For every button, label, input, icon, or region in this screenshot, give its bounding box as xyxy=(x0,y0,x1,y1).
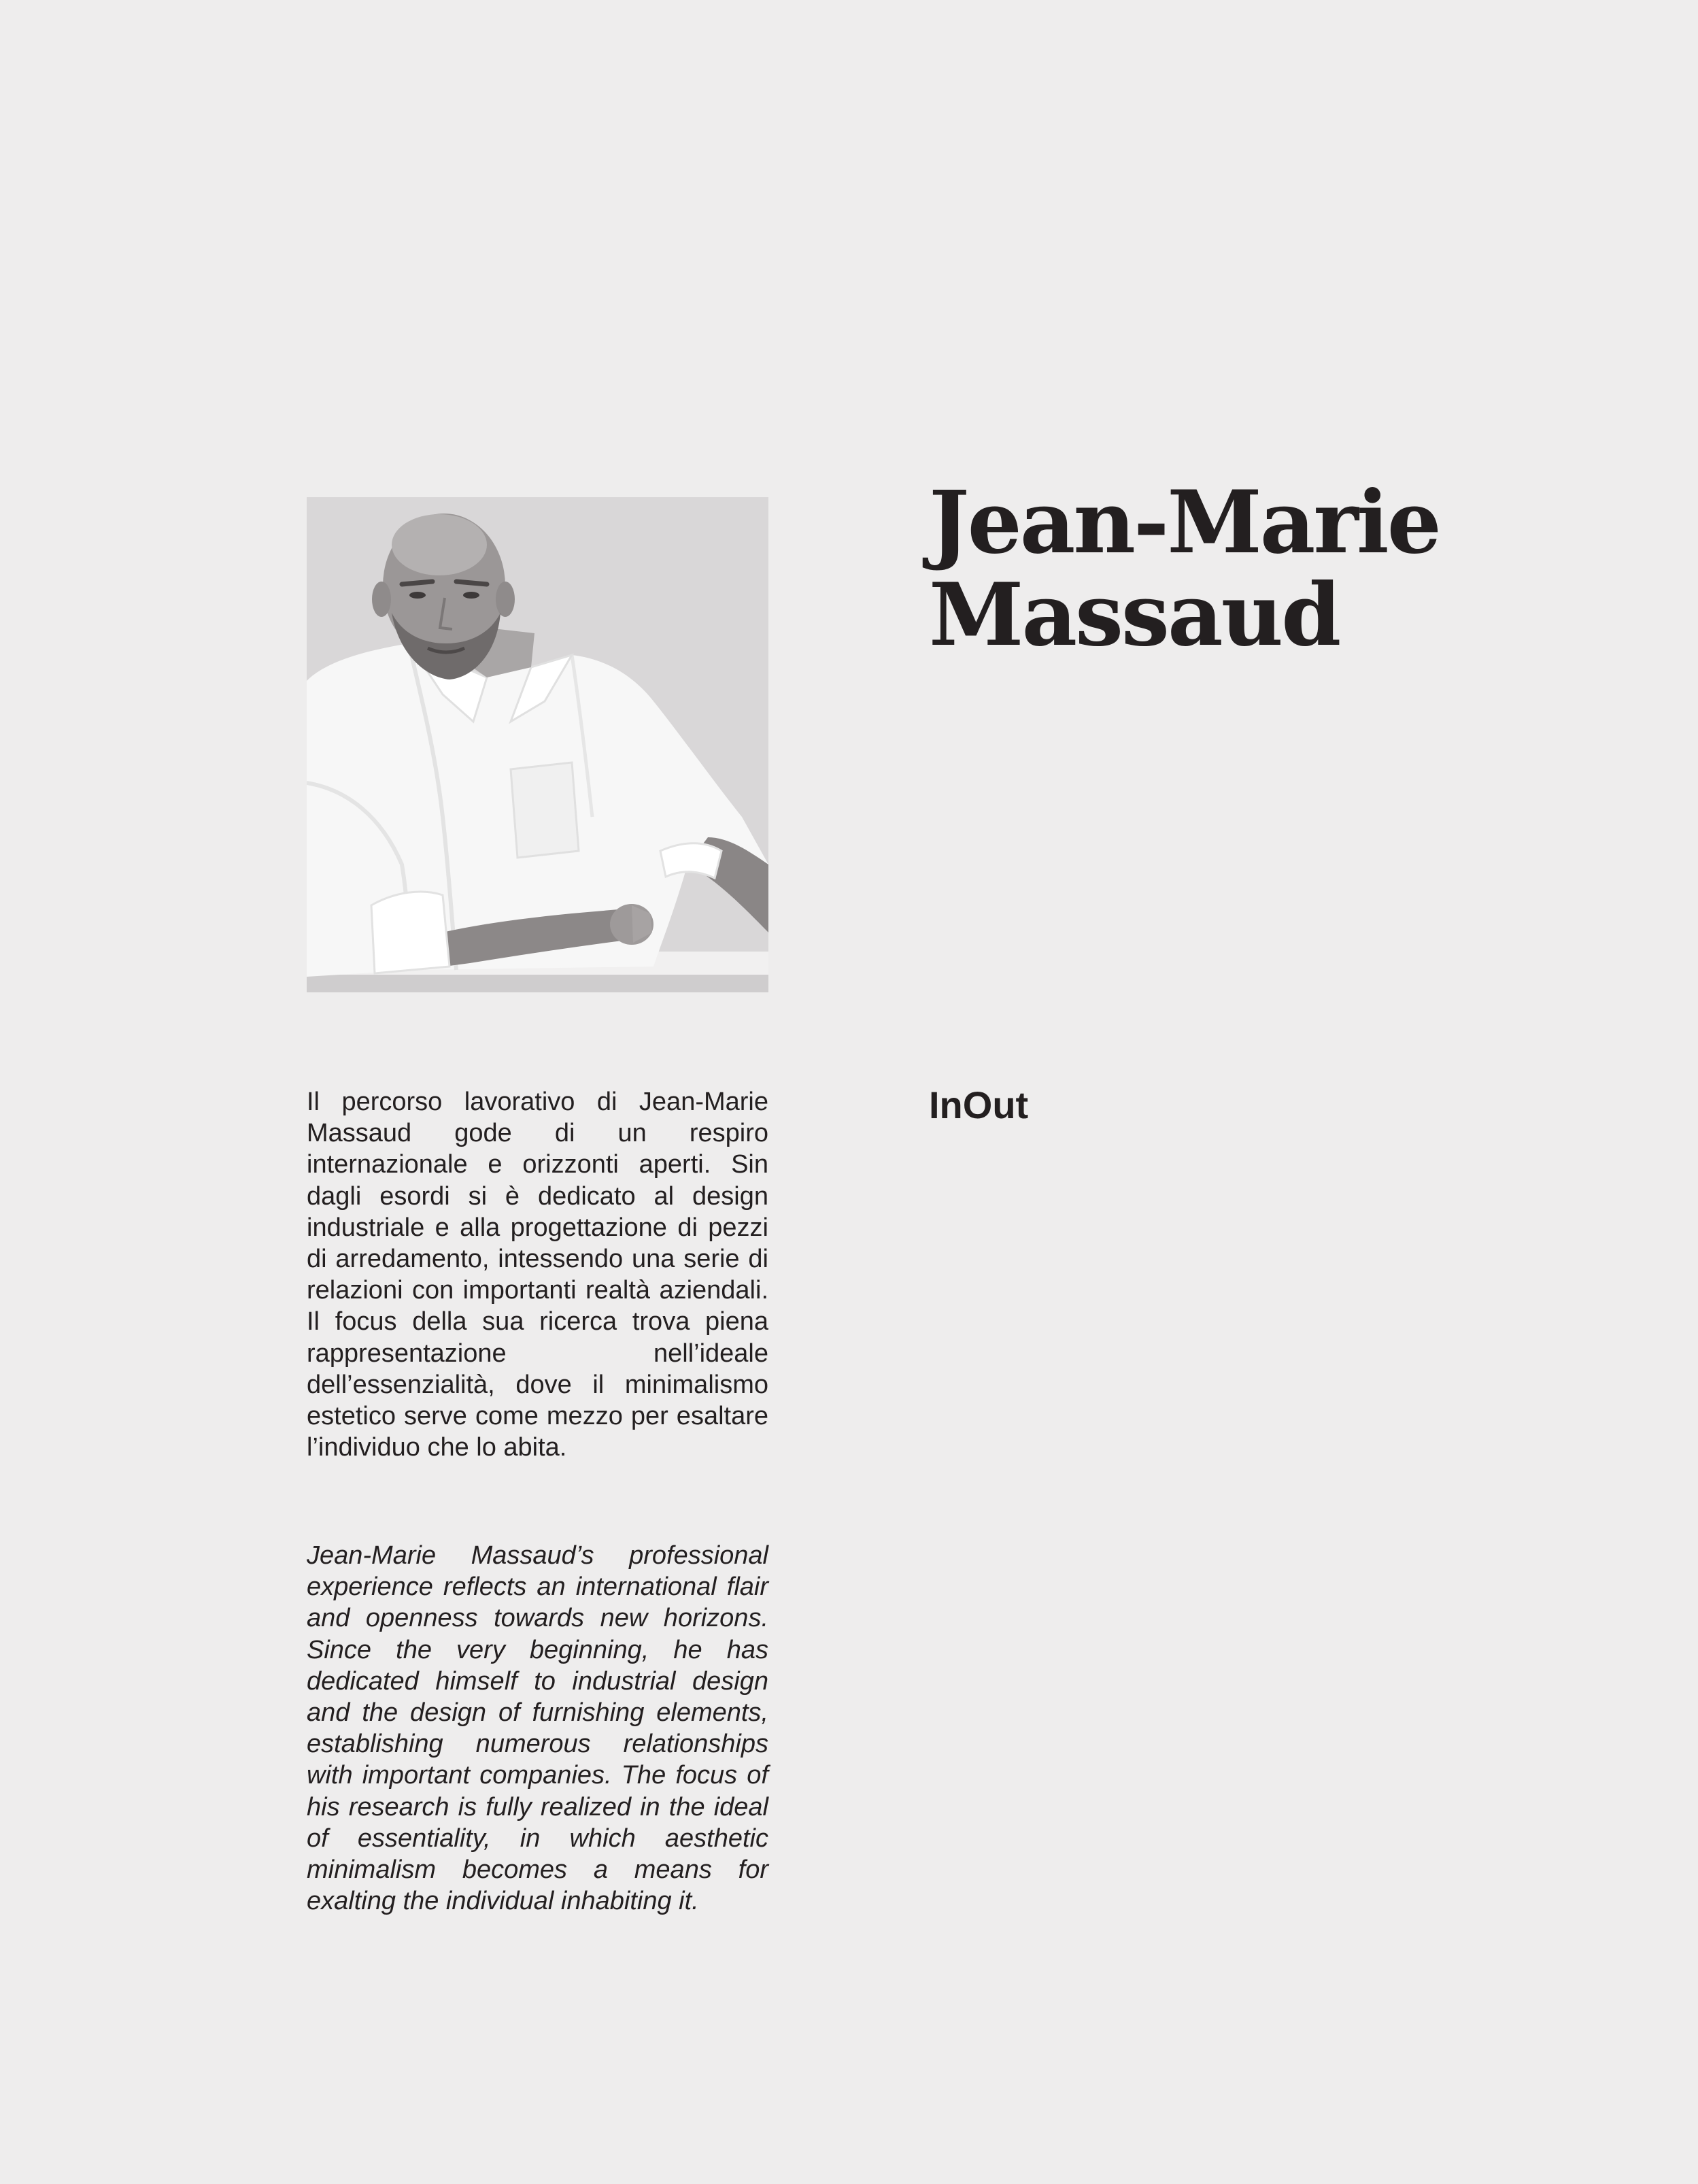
biography-italian: Il percorso lavorativo di Jean-Marie Massaud gode di un respiro internazionale e orizzonti aperti. Sin dagli esordi si è dedicato al design industriale e alla progettazione di pezzi di arredamento, intessendo una serie di relazioni con importanti realtà aziendali. Il focus della sua ricerca trova piena rappresentazione nell’ideale dell’essenzialità, dove il minimalismo estetico serve come mezzo per esaltare l’individuo che lo abita. xyxy=(307,1088,768,1462)
designer-portrait xyxy=(307,497,768,992)
biography-english: Jean-Marie Massaud’s professional experience reflects an international flair and openness towards new horizons. Since the very beginning, he has dedicated himself to industrial design and the design of furnishing elements, establishing numerous relationships with important companies. The focus of his research is fully realized in the ideal of essentiality, in which aesthetic minimalism becomes a means for exalting the individual inhabiting it. xyxy=(307,1541,768,1916)
designer-name-line2: Massaud xyxy=(929,565,1340,665)
brand-collection-title: InOut xyxy=(929,1083,1029,1126)
portrait-photo xyxy=(307,497,768,992)
designer-name xyxy=(929,472,1440,665)
designer-name-line1: Jean-Marie xyxy=(929,472,1440,573)
